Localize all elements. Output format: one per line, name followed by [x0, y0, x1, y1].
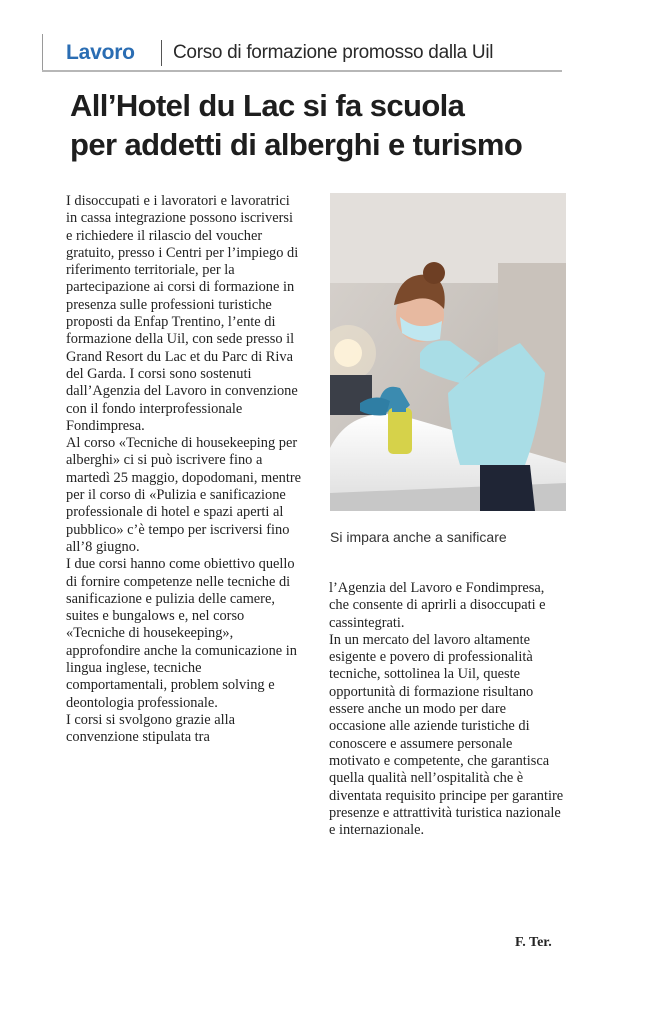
photo-caption: Si impara anche a sanificare [330, 529, 507, 545]
article-column-left [66, 193, 302, 747]
article-column-right [329, 580, 565, 839]
paragraph: In un mercato del lavoro altamente esigente e povero di professionalità tecniche, sottolinea la Uil, queste opportunità di formazione risultano essere anche un modo per dare occasione alle aziende turistiche di conoscere e assumere personale motivato e competente, che garantisca quella qualità nell’ospitalità che è diventata requisito principe per garantire presenze e attrattività turistica nazionale e internazionale. [329, 631, 564, 839]
headline-line-1: All’Hotel du Lac si fa scuola [70, 88, 465, 123]
headline-line-2: per addetti di alberghi e turismo [70, 127, 523, 162]
section-label: Lavoro [66, 41, 135, 64]
paragraph: I due corsi hanno come obiettivo quello di fornire competenze nelle tecniche di sanificazione e pulizia delle camere, suites e bungalows e, nel corso «Tecniche di housekeeping», approfondire anche la comunicazione in lingua inglese, tecniche comportamentali, problem solving e deontologia professionale. [66, 556, 297, 711]
paragraph: l’Agenzia del Lavoro e Fondimpresa, che consente di aprirli a disoccupati e cassintegrati. [329, 580, 546, 631]
headline [70, 86, 570, 164]
kicker-divider [161, 40, 162, 66]
paragraph: I corsi si svolgono grazie alla convenzione stipulata tra [66, 711, 236, 746]
paragraph: I disoccupati e i lavoratori e lavoratrici in cassa integrazione possono iscriversi e richiedere il rilascio del voucher gratuito, presso i Centri per l’impiego di riferimento territoriale, per la partecipazione ai corsi di formazione in presenza sulle professioni turistiche proposti da Enfap Trentino, l’ente di formazione della Uil, con sede presso il Grand Resort du Lac et du Parc di Riva del Garda. I corsi sono sostenuti dall’Agenzia del Lavoro in convenzione con il fondo interprofessionale Fondimpresa. [66, 193, 299, 434]
paragraph: Al corso «Tecniche di housekeeping per alberghi» ci si può iscrivere fino a martedì 25 maggio, dopodomani, mentre per il corso di «Pulizia e sanificazione professionale di hotel e spazi aperti al pubblico» c’è tempo per iscriversi fino all’8 giugno. [66, 435, 301, 555]
section-header [42, 34, 562, 72]
kicker: Corso di formazione promosso dalla Uil [173, 42, 494, 63]
byline: F. Ter. [515, 935, 552, 950]
article-photo [330, 193, 566, 511]
housekeeper-photo-illustration [330, 193, 566, 511]
